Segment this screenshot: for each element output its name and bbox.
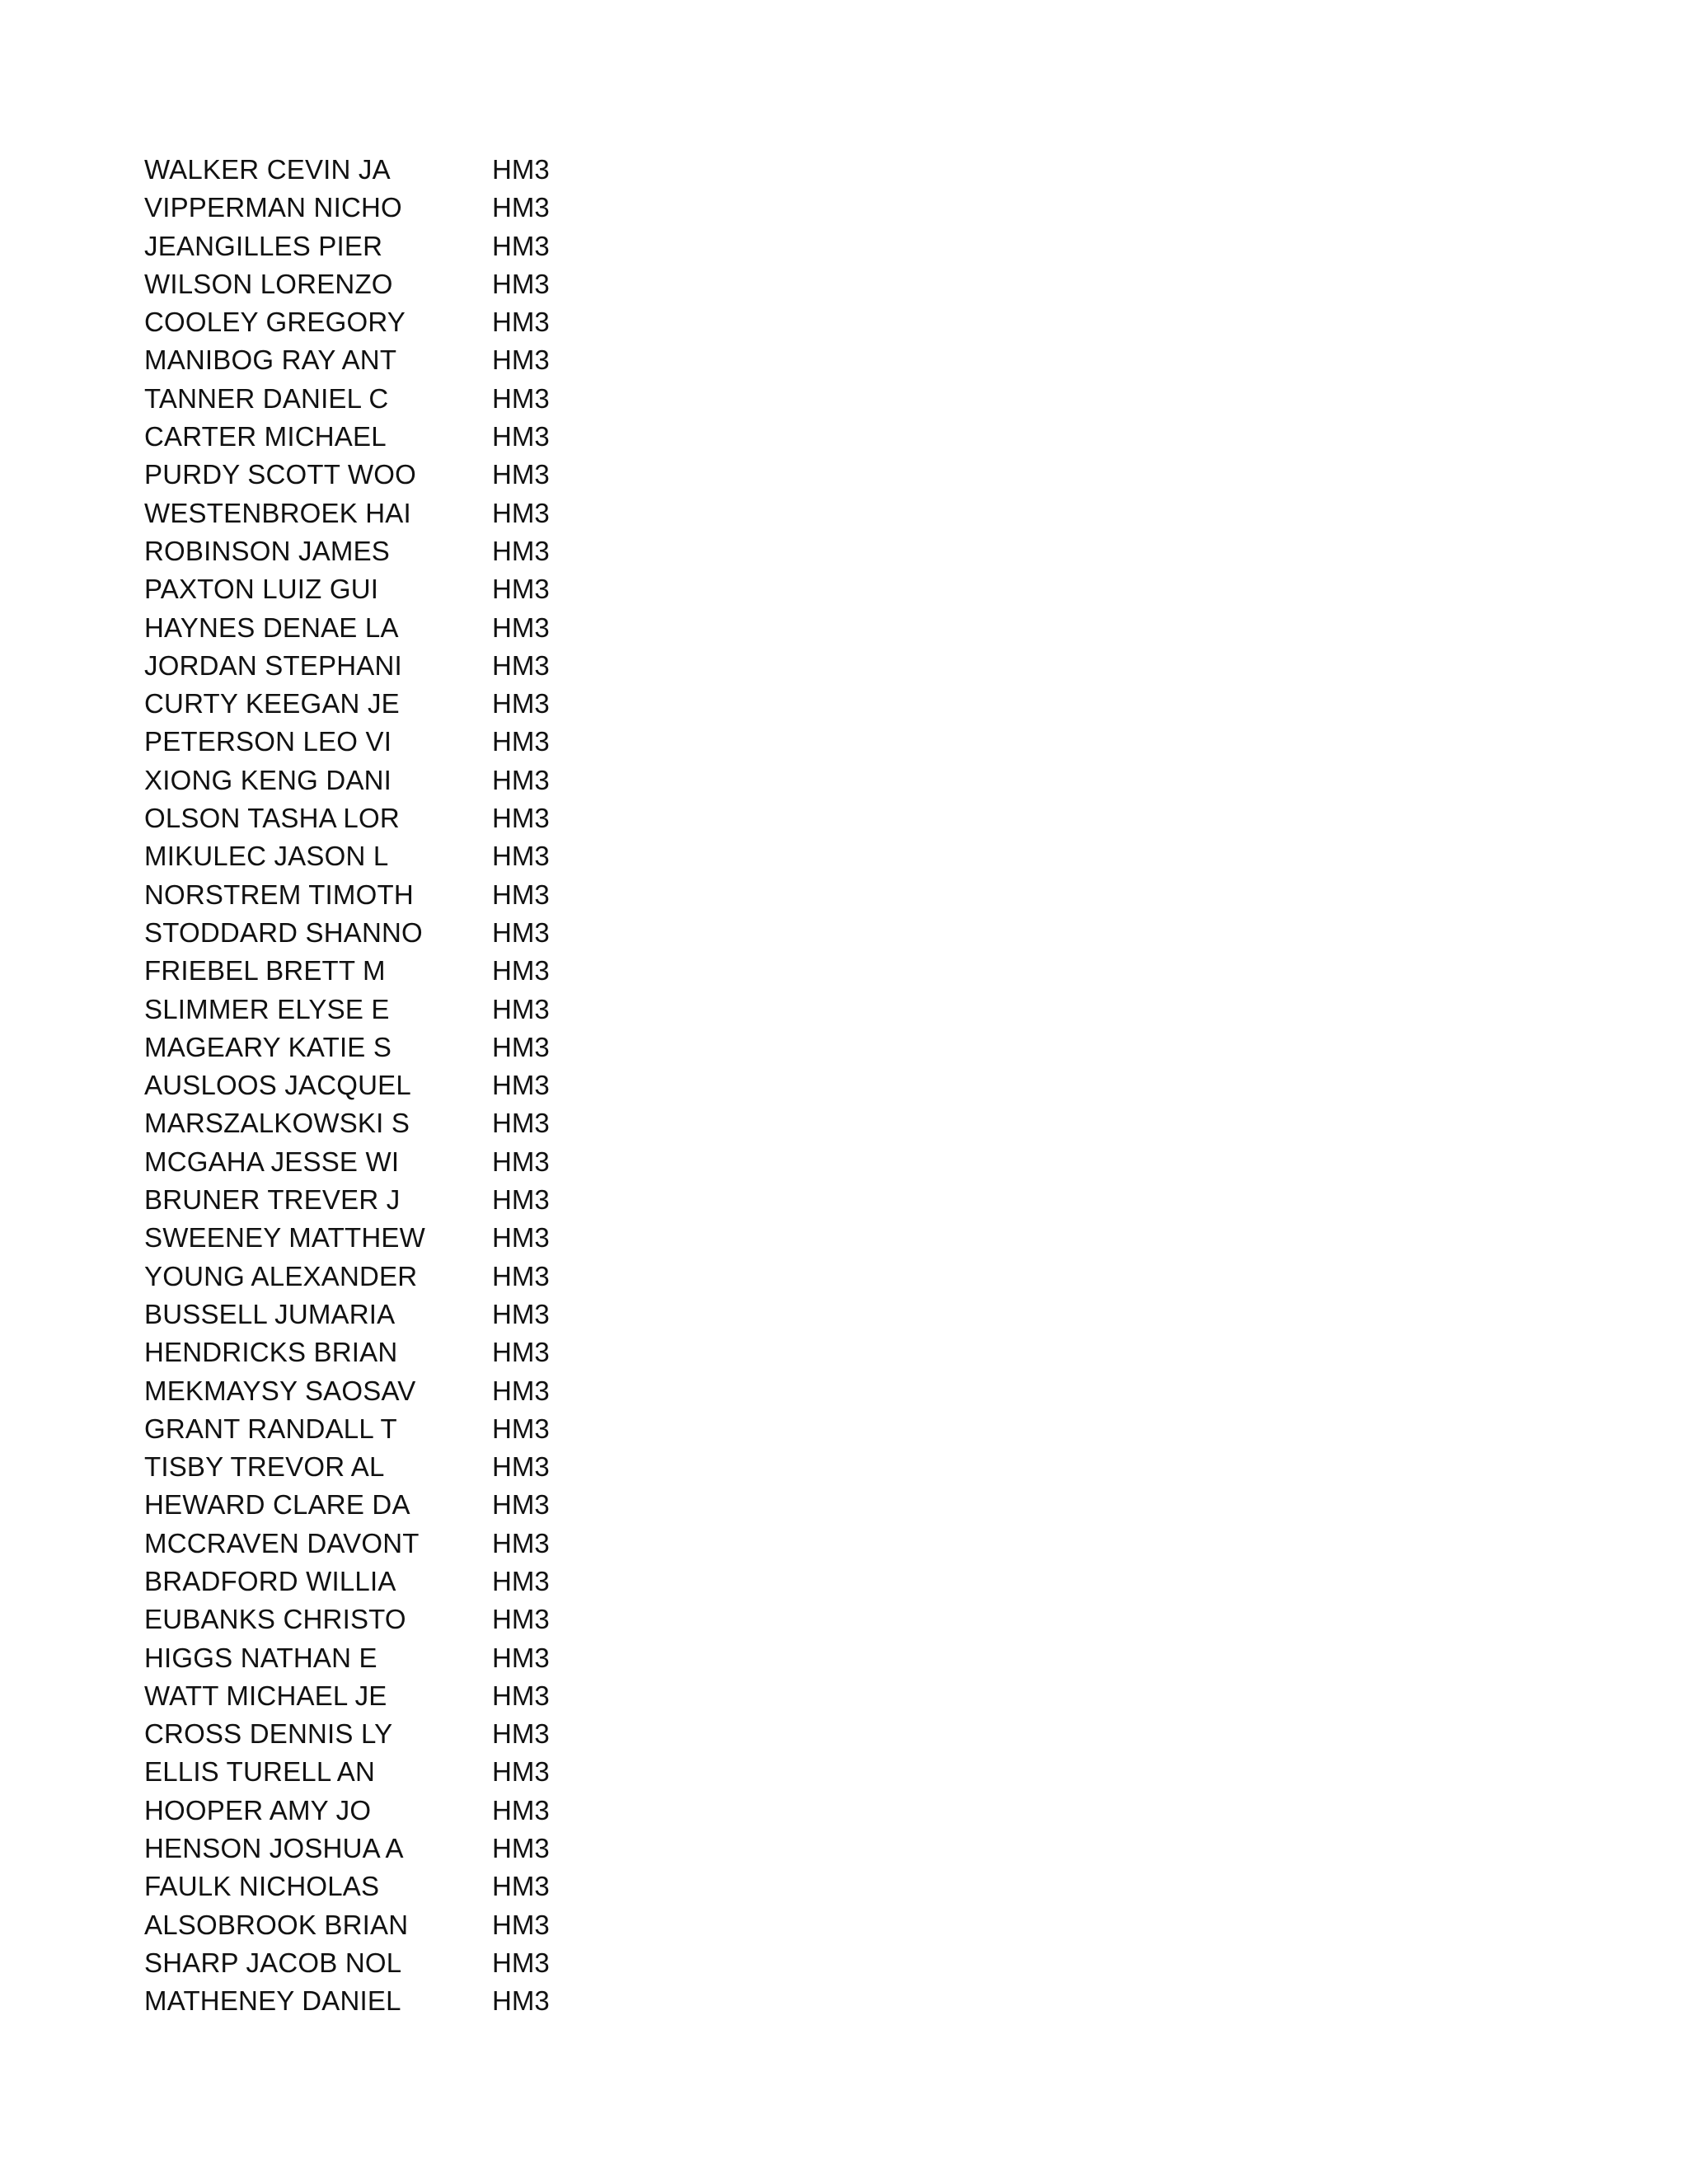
roster-row [144,837,639,875]
roster-rate: HM3 [492,535,550,566]
roster-rate: HM3 [492,1070,550,1101]
roster-rate: HM3 [492,497,550,528]
roster-rate: HM3 [492,1527,550,1558]
roster-rate: HM3 [492,1642,550,1673]
roster-name: MCCRAVEN DAVONT [144,1527,420,1558]
roster-row [144,1792,639,1830]
roster-row [144,265,639,303]
roster-row [144,456,639,494]
roster-row [144,647,639,685]
roster-rate: HM3 [492,1565,550,1596]
roster-row [144,1486,639,1524]
roster-rate: HM3 [492,993,550,1024]
roster-rate: HM3 [492,955,550,987]
roster-row [144,1906,639,1944]
roster-rate: HM3 [492,1413,550,1444]
roster-rate: HM3 [492,879,550,910]
roster-name: COOLEY GREGORY [144,307,406,338]
roster-name: HENSON JOSHUA A [144,1833,404,1864]
roster-name: MARSZALKOWSKI S [144,1108,410,1139]
roster-rate: HM3 [492,1604,550,1635]
roster-row [144,1296,639,1333]
roster-row [144,1677,639,1715]
roster-row [144,1104,639,1142]
roster-row [144,1219,639,1257]
roster-name: SWEENEY MATTHEW [144,1222,425,1254]
roster-rate: HM3 [492,1146,550,1177]
roster-rate: HM3 [492,1909,550,1940]
roster-row [144,151,639,189]
roster-rate: HM3 [492,1756,550,1788]
roster-rate: HM3 [492,1184,550,1216]
roster-row [144,685,639,723]
roster-row [144,1868,639,1905]
roster-rate: HM3 [492,803,550,834]
roster-rate: HM3 [492,1260,550,1291]
roster-row [144,914,639,952]
roster-rate: HM3 [492,230,550,261]
roster-name: BUSSELL JUMARIA [144,1298,396,1329]
roster-name: JEANGILLES PIER [144,230,383,261]
roster-name: SHARP JACOB NOL [144,1947,402,1978]
roster-rate: HM3 [492,1680,550,1711]
roster-name: HEWARD CLARE DA [144,1489,410,1521]
roster-rate: HM3 [492,688,550,719]
roster-row [144,991,639,1029]
roster-name: MAGEARY KATIE S [144,1031,392,1062]
roster-row [144,570,639,608]
roster-row [144,799,639,837]
roster-name: VIPPERMAN NICHO [144,192,402,223]
roster-rate: HM3 [492,1718,550,1750]
roster-row [144,1753,639,1791]
roster-rate: HM3 [492,649,550,681]
roster-row [144,303,639,341]
roster-row [144,723,639,761]
roster-rate: HM3 [492,1222,550,1254]
roster-row [144,1448,639,1486]
roster-rate: HM3 [492,192,550,223]
roster-row [144,876,639,914]
roster-name: MANIBOG RAY ANT [144,344,397,376]
roster-name: OLSON TASHA LOR [144,803,400,834]
roster-name: HIGGS NATHAN E [144,1642,377,1673]
roster-rate: HM3 [492,307,550,338]
roster-name: NORSTREM TIMOTH [144,879,414,910]
roster-name: ALSOBROOK BRIAN [144,1909,409,1940]
roster-name: ROBINSON JAMES [144,535,391,566]
roster-rate: HM3 [492,1298,550,1329]
roster-name: WATT MICHAEL JE [144,1680,387,1711]
roster-name: PURDY SCOTT WOO [144,459,416,490]
roster-row [144,1982,639,2020]
roster-rate: HM3 [492,1947,550,1978]
roster-row [144,227,639,265]
roster-row [144,1333,639,1371]
roster-name: BRADFORD WILLIA [144,1565,396,1596]
roster-name: WILSON LORENZO [144,268,393,299]
roster-name: SLIMMER ELYSE E [144,993,390,1024]
roster-rate: HM3 [492,1871,550,1902]
roster-name: HAYNES DENAE LA [144,612,399,643]
roster-rate: HM3 [492,1451,550,1483]
roster-row [144,1601,639,1638]
roster-rate: HM3 [492,841,550,872]
roster-rate: HM3 [492,154,550,185]
roster-rate: HM3 [492,916,550,948]
roster-name: JORDAN STEPHANI [144,649,402,681]
roster-name: MATHENEY DANIEL [144,1985,401,2017]
roster-name: PAXTON LUIZ GUI [144,574,379,605]
roster-name: CARTER MICHAEL [144,421,387,452]
roster-row [144,1029,639,1066]
roster-name: HOOPER AMY JO [144,1794,372,1825]
roster-rate: HM3 [492,1794,550,1825]
roster-name: FAULK NICHOLAS [144,1871,380,1902]
roster-row [144,1639,639,1677]
roster-name: ELLIS TURELL AN [144,1756,375,1788]
roster-row [144,762,639,799]
roster-list [144,151,639,2021]
roster-rate: HM3 [492,268,550,299]
roster-row [144,341,639,379]
roster-row [144,1143,639,1181]
roster-name: MCGAHA JESSE WI [144,1146,400,1177]
roster-row [144,380,639,418]
roster-rate: HM3 [492,1985,550,2017]
roster-row [144,494,639,532]
roster-name: WESTENBROEK HAI [144,497,411,528]
roster-row [144,1944,639,1982]
roster-name: MIKULEC JASON L [144,841,389,872]
roster-name: CURTY KEEGAN JE [144,688,400,719]
roster-row [144,609,639,647]
roster-rate: HM3 [492,382,550,414]
roster-row [144,1258,639,1296]
roster-name: STODDARD SHANNO [144,916,423,948]
roster-name: WALKER CEVIN JA [144,154,391,185]
roster-name: XIONG KENG DANI [144,764,392,795]
roster-row [144,1563,639,1601]
roster-row [144,952,639,990]
roster-row [144,1715,639,1753]
roster-rate: HM3 [492,574,550,605]
roster-name: TANNER DANIEL C [144,382,389,414]
roster-rate: HM3 [492,1108,550,1139]
roster-row [144,1525,639,1563]
roster-name: AUSLOOS JACQUEL [144,1070,411,1101]
roster-rate: HM3 [492,612,550,643]
roster-row [144,1830,639,1868]
roster-name: CROSS DENNIS LY [144,1718,393,1750]
roster-rate: HM3 [492,1489,550,1521]
roster-name: FRIEBEL BRETT M [144,955,386,987]
roster-row [144,1066,639,1104]
roster-rate: HM3 [492,1375,550,1406]
roster-rate: HM3 [492,344,550,376]
roster-rate: HM3 [492,1337,550,1368]
roster-rate: HM3 [492,421,550,452]
roster-rate: HM3 [492,1833,550,1864]
roster-row [144,532,639,570]
roster-rate: HM3 [492,1031,550,1062]
roster-row [144,418,639,456]
roster-row [144,189,639,227]
roster-name: PETERSON LEO VI [144,726,392,757]
roster-row [144,1181,639,1219]
roster-row [144,1410,639,1448]
roster-rate: HM3 [492,726,550,757]
roster-name: BRUNER TREVER J [144,1184,401,1216]
roster-name: TISBY TREVOR AL [144,1451,385,1483]
roster-rate: HM3 [492,459,550,490]
roster-name: EUBANKS CHRISTO [144,1604,406,1635]
roster-name: YOUNG ALEXANDER [144,1260,418,1291]
roster-name: MEKMAYSY SAOSAV [144,1375,416,1406]
roster-row [144,1372,639,1410]
roster-rate: HM3 [492,764,550,795]
roster-name: GRANT RANDALL T [144,1413,397,1444]
roster-name: HENDRICKS BRIAN [144,1337,398,1368]
